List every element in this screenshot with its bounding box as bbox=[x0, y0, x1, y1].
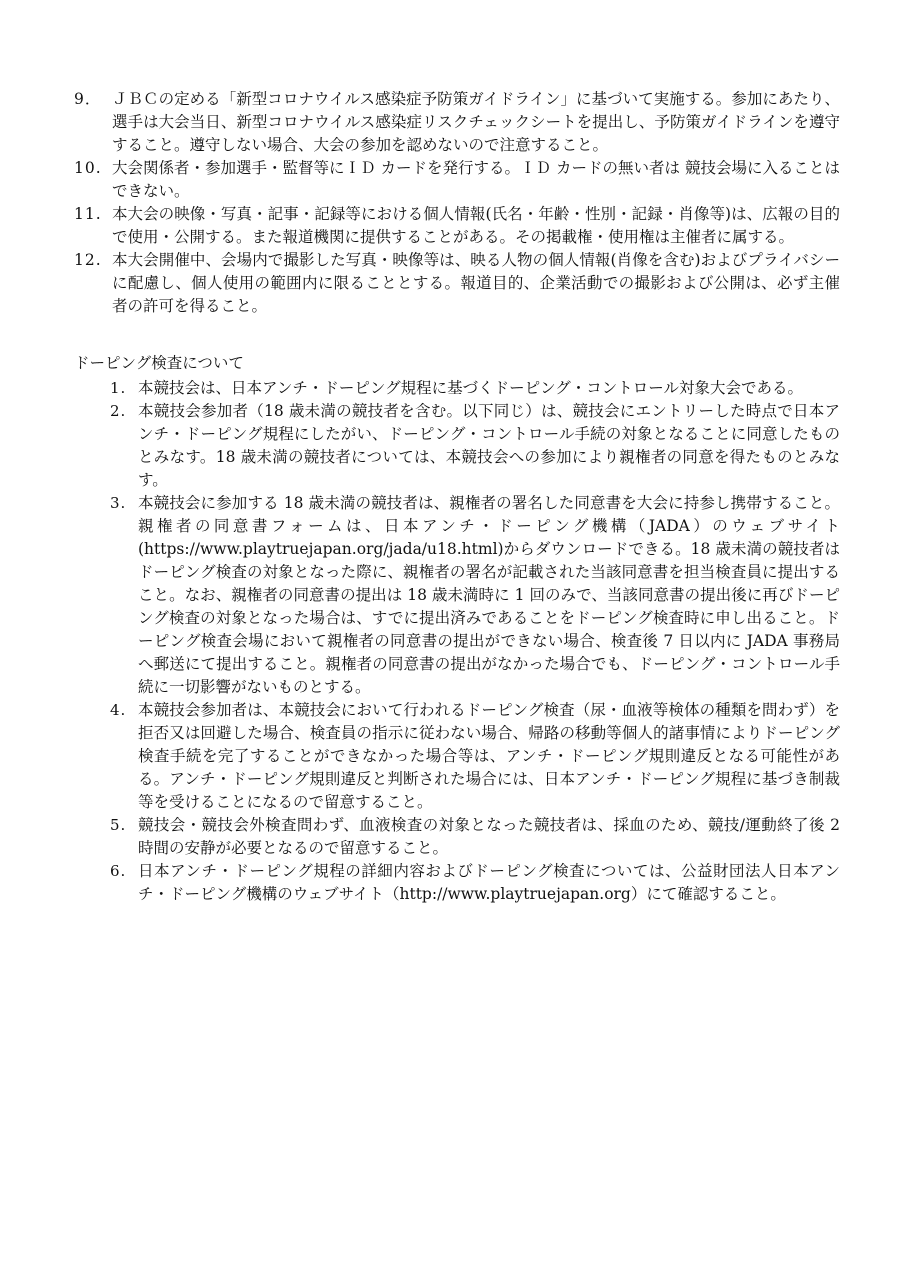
rule-number: 9． bbox=[74, 90, 102, 108]
doping-item-number: 2. bbox=[110, 402, 127, 420]
doping-item-number: 5. bbox=[110, 816, 127, 834]
rule-item-10 bbox=[74, 157, 840, 203]
doping-item-3 bbox=[110, 492, 840, 699]
doping-item-text: 競技会・競技会外検査問わず、血液検査の対象となった競技者は、採血のため、競技/運動終了後 2 時間の安静が必要となるので留意すること。 bbox=[138, 816, 840, 857]
doping-item-1 bbox=[110, 377, 840, 400]
doping-item-text: 本競技会参加者は、本競技会において行われるドーピング検査（尿・血液等検体の種類を問わず）を拒否又は回避した場合、検査員の指示に従わない場合、帰路の移動等個人的諸事情によりドーピング検査手続を完了することができなかった場合等は、アンチ・ドーピング規則違反となる可能性がある。アンチ・ドーピング規則違反と判断された場合には、日本アンチ・ドーピング規程に基づき制裁等を受けることになるので留意すること。 bbox=[138, 701, 840, 811]
rule-number: 11. bbox=[74, 205, 102, 223]
rule-text: 本大会開催中、会場内で撮影した写真・映像等は、映る人物の個人情報(肖像を含む)およびプライバシーに配慮し、個人使用の範囲内に限ることとする。報道目的、企業活動での撮影および公開は、必ず主催者の許可を得ること。 bbox=[112, 251, 840, 315]
rules-list bbox=[74, 88, 840, 318]
rule-item-11 bbox=[74, 203, 840, 249]
doping-section-title: ドーピング検査について bbox=[74, 354, 244, 372]
doping-item-text: 日本アンチ・ドーピング規程の詳細内容およびドーピング検査については、公益財団法人日本アンチ・ドーピング機構のウェブサイト（http://www.playtruejapan.org）にて確認すること。 bbox=[138, 862, 840, 903]
doping-item-number: 1. bbox=[110, 379, 127, 397]
rule-text: ＪＢＣの定める「新型コロナウイルス感染症予防策ガイドライン」に基づいて実施する。参加にあたり、選手は大会当日、新型コロナウイルス感染症リスクチェックシートを提出し、予防策ガイドラインを遵守すること。遵守しない場合、大会の参加を認めないので注意すること。 bbox=[112, 90, 840, 154]
rule-text: 本大会の映像・写真・記事・記録等における個人情報(氏名・年齢・性別・記録・肖像等)は、広報の目的で使用・公開する。また報道機関に提供することがある。その掲載権・使用権は主催者に属する。 bbox=[112, 205, 840, 246]
doping-list bbox=[110, 377, 840, 906]
doping-item-text: 本競技会参加者（18 歳未満の競技者を含む。以下同じ）は、競技会にエントリーした時点で日本アンチ・ドーピング規程にしたがい、ドーピング・コントロール手続の対象となることに同意したものとみなす。18 歳未満の競技者については、本競技会への参加により親権者の同意を得たものとみなす。 bbox=[138, 402, 840, 489]
doping-item-4 bbox=[110, 699, 840, 814]
doping-item-2 bbox=[110, 400, 840, 492]
rule-item-9 bbox=[74, 88, 840, 157]
doping-item-number: 6. bbox=[110, 862, 127, 880]
doping-item-text: 本競技会に参加する 18 歳未満の競技者は、親権者の署名した同意書を大会に持参し携帯すること。親権者の同意書フォームは、日本アンチ・ドーピング機構（JADA）のウェブサイト(https://www.playtruejapan.org/jada/u18.html)からダウンロードできる。18 歳未満の競技者はドーピング検査の対象となった際に、親権者の署名が記載された当該同意書を担当検査員に提出すること。なお、親権者の同意書の提出は 18 歳未満時に 1 回のみで、当該同意書の提出後に再びドーピング検査の対象となった場合は、すでに提出済みであることをドーピング検査時に申し出ること。ドーピング検査会場において親権者の同意書の提出ができない場合、検査後 7 日以内に JADA 事務局へ郵送にて提出すること。親権者の同意書の提出がなかった場合でも、ドーピング・コントロール手続に一切影響がないものとする。 bbox=[138, 494, 840, 696]
rule-text: 大会関係者・参加選手・監督等にＩＤ カードを発行する。ＩＤ カードの無い者は 競技会場に入ることはできない。 bbox=[112, 159, 840, 200]
doping-item-number: 4. bbox=[110, 701, 127, 719]
doping-item-text: 本競技会は、日本アンチ・ドーピング規程に基づくドーピング・コントロール対象大会である。 bbox=[138, 379, 803, 397]
doping-item-6 bbox=[110, 860, 840, 906]
rule-item-12 bbox=[74, 249, 840, 318]
doping-item-5 bbox=[110, 814, 840, 860]
rule-number: 10. bbox=[74, 159, 102, 177]
doping-item-number: 3. bbox=[110, 494, 127, 512]
rule-number: 12. bbox=[74, 251, 102, 269]
